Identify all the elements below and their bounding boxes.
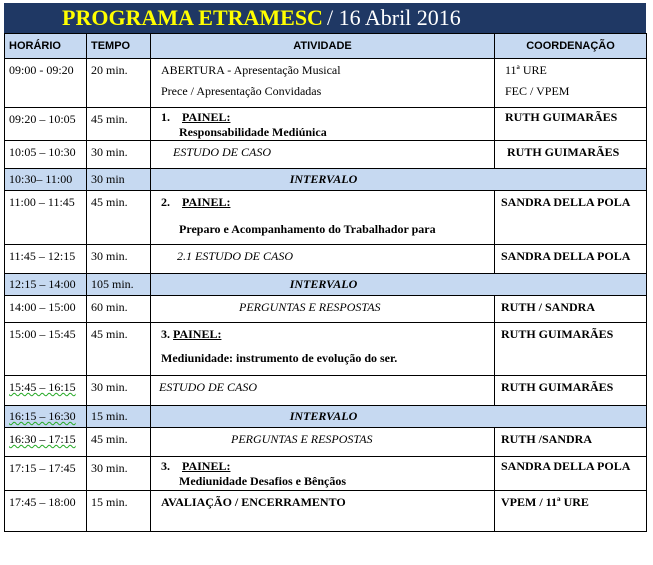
title-programa: PROGRAMA ETRAMESC [62,5,323,30]
cell-coordenacao: RUTH GUIMARÃES [495,108,647,141]
cell-coordenacao: SANDRA DELLA POLA [495,457,647,491]
cell-intervalo [151,406,647,428]
cell-tempo: 30 min. [87,141,151,169]
cell-horario: 09:20 – 10:05 [5,108,87,141]
cell-intervalo [151,169,647,191]
table-row [5,376,647,406]
horario-text: 16:15 – 16:30 [9,409,76,423]
cell-atividade [151,108,495,141]
cell-tempo: 20 min. [87,59,151,108]
header-horario: HORÁRIO [5,34,87,59]
table-row [5,296,647,323]
table-row [5,491,647,532]
table-row [5,457,647,491]
cell-horario: 10:30– 11:00 [5,169,87,191]
painel-number: 3. [161,459,170,473]
intervalo-label: INTERVALO [289,172,358,186]
cell-coordenacao [495,59,647,108]
cell-horario [5,428,87,457]
cell-tempo: 30 min [87,169,151,191]
atividade-line: Prece / Apresentação Convidadas [161,84,322,98]
title-date: / 16 Abril 2016 [326,5,461,30]
cell-horario: 17:15 – 17:45 [5,457,87,491]
table-row [5,191,647,245]
cell-horario: 14:00 – 15:00 [5,296,87,323]
cell-atividade: 2.1 ESTUDO DE CASO [151,245,495,274]
painel-number: 3. [161,327,170,341]
header-coordenacao: COORDENAÇÃO [495,34,647,59]
painel-topic: Responsabilidade Mediúnica [179,125,327,139]
cell-horario: 11:00 – 11:45 [5,191,87,245]
table-row-intervalo [5,274,647,296]
cell-horario: 15:00 – 15:45 [5,323,87,376]
header-atividade: ATIVIDADE [151,34,495,59]
atividade-line: ABERTURA - Apresentação Musical [161,63,341,77]
intervalo-label: INTERVALO [289,277,358,291]
cell-intervalo [151,274,647,296]
cell-atividade: PERGUNTAS E RESPOSTAS [151,428,495,457]
painel-topic: Preparo e Acompanhamento do Trabalhador para [179,222,436,236]
cell-tempo: 30 min. [87,376,151,406]
cell-tempo: 45 min. [87,108,151,141]
table-row [5,428,647,457]
cell-tempo: 30 min. [87,457,151,491]
painel-label: PAINEL: [182,459,231,473]
table-row-intervalo [5,406,647,428]
horario-text: 15:45 – 16:15 [9,380,76,394]
painel-number: 1. [161,110,170,124]
document-title [62,5,461,31]
cell-coordenacao: RUTH GUIMARÃES [495,376,647,406]
cell-horario: 17:45 – 18:00 [5,491,87,532]
cell-horario [5,376,87,406]
table-row [5,141,647,169]
painel-label: PAINEL: [182,110,231,124]
table-row-intervalo [5,169,647,191]
cell-horario [5,406,87,428]
painel-label: PAINEL: [173,327,222,341]
intervalo-label: INTERVALO [289,409,358,423]
painel-topic: Mediunidade: instrumento de evolução do ser. [161,351,398,365]
header-tempo: TEMPO [87,34,151,59]
cell-horario: 10:05 – 10:30 [5,141,87,169]
cell-atividade [151,323,495,376]
schedule-table [4,33,647,532]
cell-tempo: 60 min. [87,296,151,323]
cell-tempo: 15 min. [87,491,151,532]
horario-text: 16:30 – 17:15 [9,432,76,446]
cell-coordenacao: RUTH GUIMARÃES [495,141,647,169]
cell-tempo: 45 min. [87,191,151,245]
cell-coordenacao: RUTH GUIMARÃES [495,323,647,376]
cell-atividade [151,457,495,491]
table-row [5,108,647,141]
table-row [5,323,647,376]
cell-horario: 09:00 - 09:20 [5,59,87,108]
coordenacao-line: FEC / VPEM [505,84,570,98]
painel-label: PAINEL: [182,195,231,209]
cell-tempo: 105 min. [87,274,151,296]
cell-atividade [151,59,495,108]
table-row [5,59,647,108]
cell-atividade: PERGUNTAS E RESPOSTAS [151,296,495,323]
cell-tempo: 30 min. [87,245,151,274]
coordenacao-line: 11ª URE [505,63,547,77]
table-header-row [5,34,647,59]
painel-number: 2. [161,195,170,209]
cell-horario: 11:45 – 12:15 [5,245,87,274]
table-row [5,245,647,274]
painel-topic: Mediunidade Desafios e Bênçãos [179,474,347,488]
cell-coordenacao: SANDRA DELLA POLA [495,191,647,245]
cell-coordenacao: SANDRA DELLA POLA [495,245,647,274]
cell-horario: 12:15 – 14:00 [5,274,87,296]
cell-atividade [151,191,495,245]
cell-atividade: ESTUDO DE CASO [151,376,495,406]
cell-tempo: 45 min. [87,323,151,376]
cell-coordenacao: RUTH /SANDRA [495,428,647,457]
cell-coordenacao: VPEM / 11ª URE [495,491,647,532]
cell-tempo: 15 min. [87,406,151,428]
cell-atividade: ESTUDO DE CASO [151,141,495,169]
cell-tempo: 45 min. [87,428,151,457]
title-bar [4,3,646,33]
cell-coordenacao: RUTH / SANDRA [495,296,647,323]
cell-atividade: AVALIAÇÃO / ENCERRAMENTO [151,491,495,532]
